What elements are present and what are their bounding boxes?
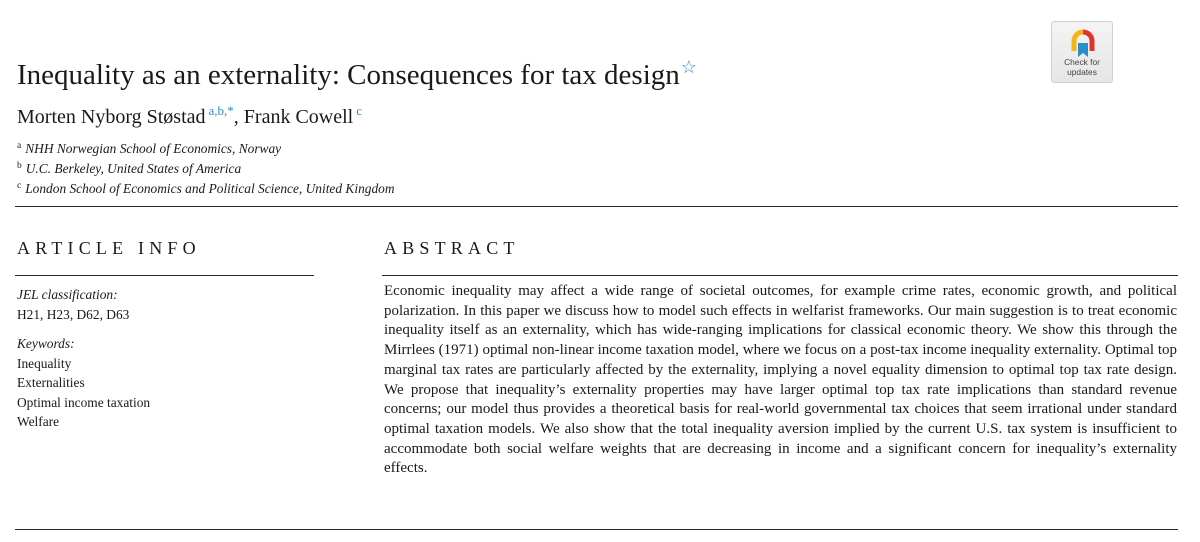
keyword-item: Optimal income taxation <box>17 394 151 410</box>
affiliation-text: London School of Economics and Political Science, United Kingdom <box>25 181 395 196</box>
affiliation-text: NHH Norwegian School of Economics, Norway <box>25 141 282 156</box>
keyword-item: Inequality <box>17 355 72 371</box>
affiliation-text: U.C. Berkeley, United States of America <box>25 161 242 176</box>
author-name[interactable]: Frank Cowell <box>243 106 354 128</box>
paper-title <box>17 57 697 93</box>
check-for-updates-icon <box>1068 26 1098 58</box>
star-icon[interactable]: ☆ <box>680 57 697 78</box>
author-list <box>17 104 362 130</box>
affiliation <box>17 179 395 199</box>
affiliation <box>17 159 395 179</box>
affiliation-list <box>17 139 395 199</box>
affiliation-mark: c <box>17 180 22 191</box>
article-info-heading: ARTICLE INFO <box>17 238 201 258</box>
author-affiliation-marks[interactable]: c <box>356 103 363 119</box>
article-info-block <box>17 285 150 432</box>
badge-line-2: updates <box>1067 66 1097 77</box>
badge-label <box>1052 58 1112 77</box>
article-info-divider <box>15 275 314 276</box>
affiliation-mark: a <box>17 140 22 151</box>
author-separator: , <box>233 106 239 128</box>
affiliation <box>17 139 395 159</box>
header-divider <box>15 206 1178 207</box>
affiliation-mark: b <box>17 160 22 171</box>
jel-label: JEL classification: <box>17 287 118 302</box>
author-affiliation-marks[interactable]: a,b,* <box>208 103 234 119</box>
badge-line-1: Check for <box>1064 57 1100 67</box>
abstract-divider <box>382 275 1178 276</box>
abstract-heading: ABSTRACT <box>384 238 520 258</box>
paper-title-text: Inequality as an externality: Consequences for tax design <box>17 59 680 91</box>
keyword-item: Welfare <box>17 414 60 429</box>
keyword-item: Externalities <box>17 375 85 390</box>
abstract-text: Economic inequality may affect a wide range of societal outcomes, for example crime rates, economic growth, and political polarization. In this paper we discuss how to model such effects in welfarist frameworks. Our main suggestion is to treat economic inequality itself as an externality, which has wide-ranging implications for classical economic theory. We show this through the Mirrlees (1971) optimal non-linear income taxation model, where we focus on a post-tax income inequality externality. Optimal top marginal tax rates are particularly affected by the externality, implying a novel equality dimension to optimal top tax rate design. We propose that inequality’s externality properties may have larger optimal top tax rate implications than standard revenue concerns; our model thus provides a theoretical basis for real-world governmental tax choices that seem irrational under standard optimal taxation models. We also show that the total inequality aversion implied by the current U.S. tax system is insufficient to accommodate both social welfare weights that are decreasing in income and a significant concern for inequality’s externality effects. <box>384 283 1177 477</box>
author-name[interactable]: Morten Nyborg Støstad <box>17 106 206 128</box>
keywords-label: Keywords: <box>17 336 75 351</box>
check-for-updates-badge[interactable] <box>1051 21 1113 83</box>
footer-divider <box>15 529 1178 530</box>
spacer <box>17 324 150 334</box>
jel-codes: H21, H23, D62, D63 <box>17 306 130 322</box>
